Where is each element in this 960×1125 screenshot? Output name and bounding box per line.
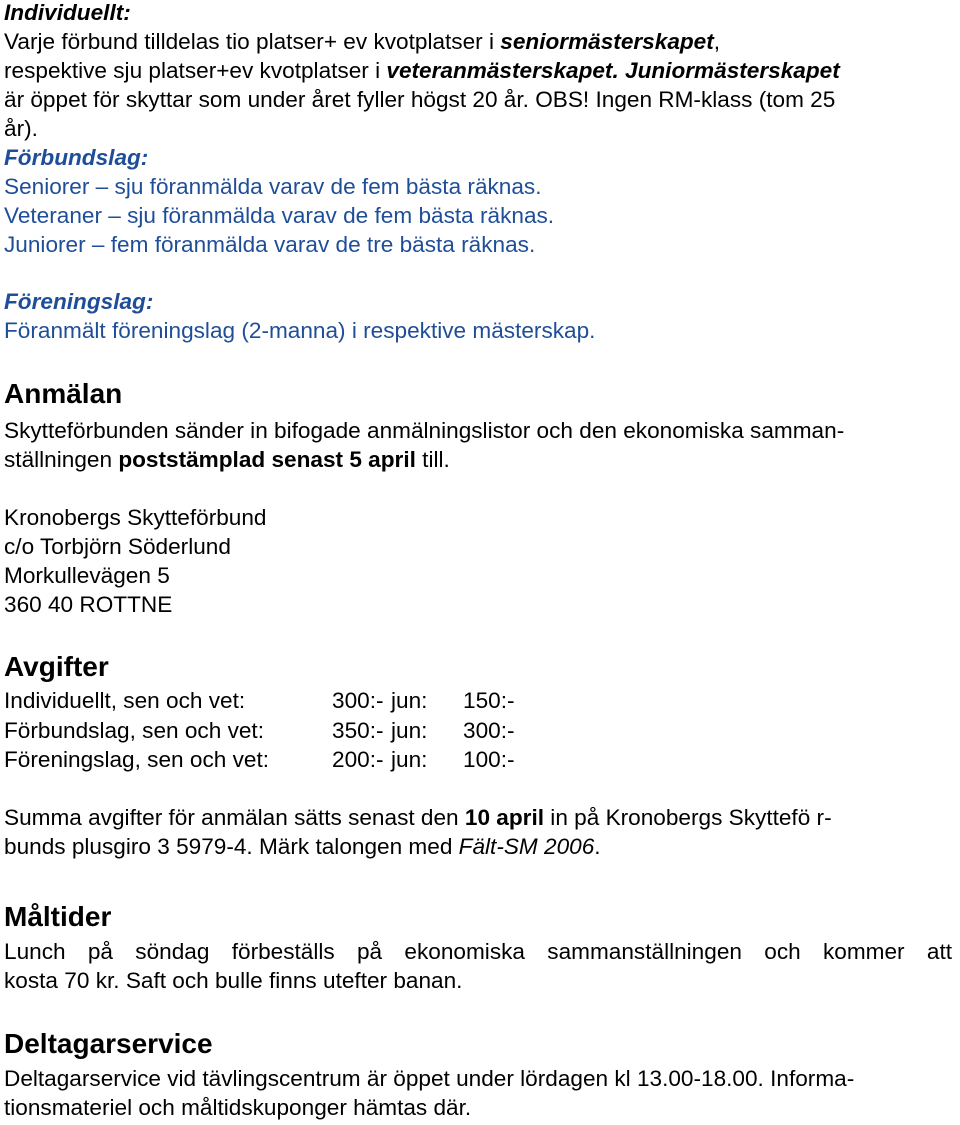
avgifter-heading: Avgifter bbox=[4, 651, 109, 682]
fee-junior: 150:- bbox=[463, 688, 515, 713]
address-line: Kronobergs Skytteförbund bbox=[4, 505, 267, 530]
text-span: in på Kronobergs Skyttefö r- bbox=[544, 805, 832, 830]
fee-label: Förbundslag, sen och vet: bbox=[4, 718, 264, 743]
anmalan-line-2 bbox=[4, 445, 450, 474]
fee-senior: 350:- bbox=[332, 718, 384, 743]
fee-label: Föreningslag, sen och vet: bbox=[4, 747, 270, 772]
deadline-date: 10 april bbox=[464, 805, 545, 830]
deltagarservice-heading: Deltagarservice bbox=[4, 1028, 213, 1059]
deltagarservice-line-1: Deltagarservice vid tävlingscentrum är öppet under lördagen kl 13.00-18.00. Informa- bbox=[4, 1066, 855, 1091]
deltagarservice-line-2: tionsmateriel och måltidskuponger hämtas där. bbox=[4, 1095, 472, 1120]
text-span: bunds plusgiro 3 5979-4. Märk talongen med bbox=[4, 834, 459, 859]
address-line: c/o Torbjörn Söderlund bbox=[4, 534, 231, 559]
forbundslag-line: Veteraner – sju föranmälda varav de fem bästa räknas. bbox=[4, 203, 555, 228]
veteranmasterskapet-text: veteranmästerskapet. Juniormästerskapet bbox=[386, 58, 840, 83]
fee-senior: 300:- bbox=[332, 688, 384, 713]
individuellt-line-2 bbox=[4, 56, 840, 85]
fee-label: Individuellt, sen och vet: bbox=[4, 688, 246, 713]
text-span: till. bbox=[415, 447, 450, 472]
fee-senior: 200:- bbox=[332, 747, 384, 772]
address-line: Morkullevägen 5 bbox=[4, 563, 170, 588]
foreningslag-heading: Föreningslag: bbox=[4, 289, 154, 314]
individuellt-line-4: år). bbox=[4, 116, 38, 141]
individuellt-line-3: är öppet för skyttar som under året fyller högst 20 år. OBS! Ingen RM-klass (tom 25 bbox=[4, 87, 836, 112]
fee-row bbox=[4, 745, 515, 774]
forbundslag-line: Seniorer – sju föranmälda varav de fem bästa räknas. bbox=[4, 174, 542, 199]
fee-row bbox=[4, 686, 515, 715]
fee-junior-label: jun: bbox=[391, 688, 428, 713]
maltider-line-2: kosta 70 kr. Saft och bulle finns utefter banan. bbox=[4, 968, 463, 993]
deadline-text: poststämplad senast 5 april bbox=[118, 447, 416, 472]
text-span: ställningen bbox=[4, 447, 119, 472]
forbundslag-line: Juniorer – fem föranmälda varav de tre bästa räknas. bbox=[4, 232, 536, 257]
individuellt-line-1 bbox=[4, 27, 720, 56]
text-span: respektive sju platser+ev kvotplatser i bbox=[4, 58, 387, 83]
anmalan-heading: Anmälan bbox=[4, 378, 123, 409]
address-line: 360 40 ROTTNE bbox=[4, 592, 173, 617]
text-span: . bbox=[594, 834, 601, 859]
maltider-line-1: Lunch på söndag förbeställs på ekonomiska sammanställningen och kommer att bbox=[4, 939, 952, 964]
text-span: , bbox=[713, 29, 721, 54]
fee-junior-label: jun: bbox=[391, 747, 428, 772]
text-span: Varje förbund tilldelas tio platser+ ev kvotplatser i bbox=[4, 29, 501, 54]
seniormasterskapet-text: seniormästerskapet bbox=[500, 29, 714, 54]
fee-junior-label: jun: bbox=[391, 718, 428, 743]
event-name: Fält-SM 2006 bbox=[458, 834, 595, 859]
maltider-heading: Måltider bbox=[4, 901, 112, 932]
avgifter-summary-line-2 bbox=[4, 832, 601, 861]
foreningslag-line: Föranmält föreningslag (2-manna) i respektive mästerskap. bbox=[4, 318, 596, 343]
fee-junior: 100:- bbox=[463, 747, 515, 772]
text-span: Summa avgifter för anmälan sätts senast den bbox=[4, 805, 465, 830]
fee-row bbox=[4, 716, 515, 745]
avgifter-summary-line-1 bbox=[4, 803, 832, 832]
anmalan-line-1: Skytteförbunden sänder in bifogade anmälningslistor och den ekonomiska samman- bbox=[4, 418, 845, 443]
forbundslag-heading: Förbundslag: bbox=[4, 145, 149, 170]
individuellt-heading: Individuellt: bbox=[4, 0, 131, 25]
fee-junior: 300:- bbox=[463, 718, 515, 743]
